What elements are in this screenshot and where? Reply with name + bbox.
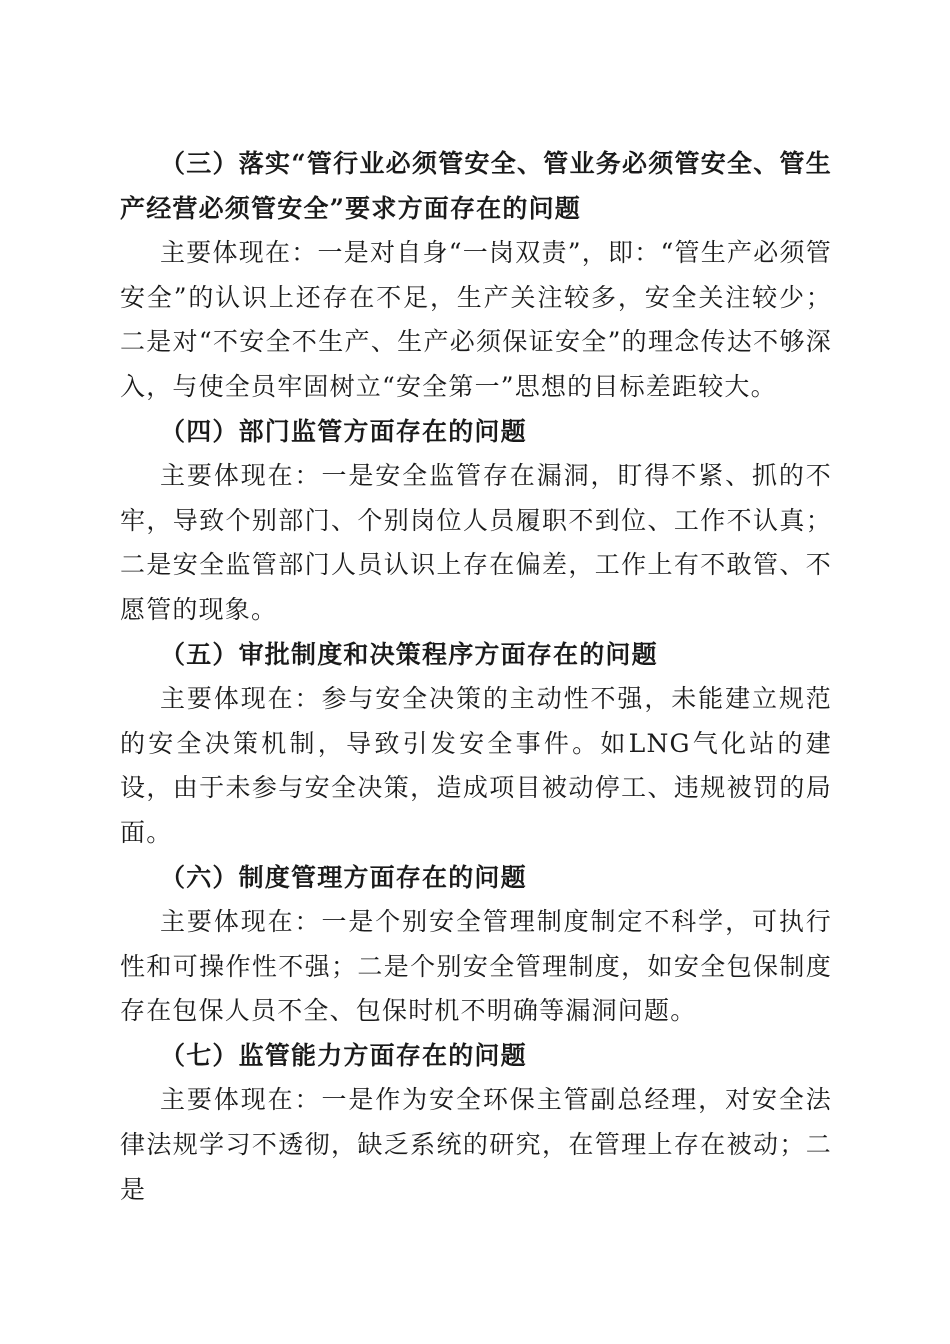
section-heading-3: （三）落实“管行业必须管安全、管业务必须管安全、管生产经营必须管安全”要求方面存在的问题 [120, 149, 832, 223]
section-body-6: 主要体现在：一是个别安全管理制度制定不科学，可执行性和可操作性不强；二是个别安全管理制度，如安全包保制度存在包保人员不全、包保时机不明确等漏洞问题。 [120, 907, 832, 1026]
section-heading-6: （六）制度管理方面存在的问题 [160, 862, 527, 892]
section-body-3: 主要体现在：一是对自身“一岗双责”，即：“管生产必须管安全”的认识上还存在不足，生产关注较多，安全关注较少；二是对“不安全不生产、生产必须保证安全”的理念传达不够深入，与使全员牢固树立“安全第一”思想的目标差距较大。 [120, 238, 832, 401]
section-body-7: 主要体现在：一是作为安全环保主管副总经理，对安全法律法规学习不透彻，缺乏系统的研究，在管理上存在被动；二是 [120, 1085, 832, 1204]
section-body-4: 主要体现在：一是安全监管存在漏洞，盯得不紧、抓的不牢，导致个别部门、个别岗位人员履职不到位、工作不认真；二是安全监管部门人员认识上存在偏差，工作上有不敢管、不愿管的现象。 [120, 461, 832, 624]
section-heading-5: （五）审批制度和决策程序方面存在的问题 [160, 639, 658, 669]
section-heading-7: （七）监管能力方面存在的问题 [160, 1040, 527, 1070]
section-heading-4: （四）部门监管方面存在的问题 [160, 416, 527, 446]
section-body-5: 主要体现在：参与安全决策的主动性不强，未能建立规范的安全决策机制，导致引发安全事件。如LNG气化站的建设，由于未参与安全决策，造成项目被动停工、违规被罚的局面。 [120, 684, 832, 847]
document-body [120, 142, 832, 1212]
